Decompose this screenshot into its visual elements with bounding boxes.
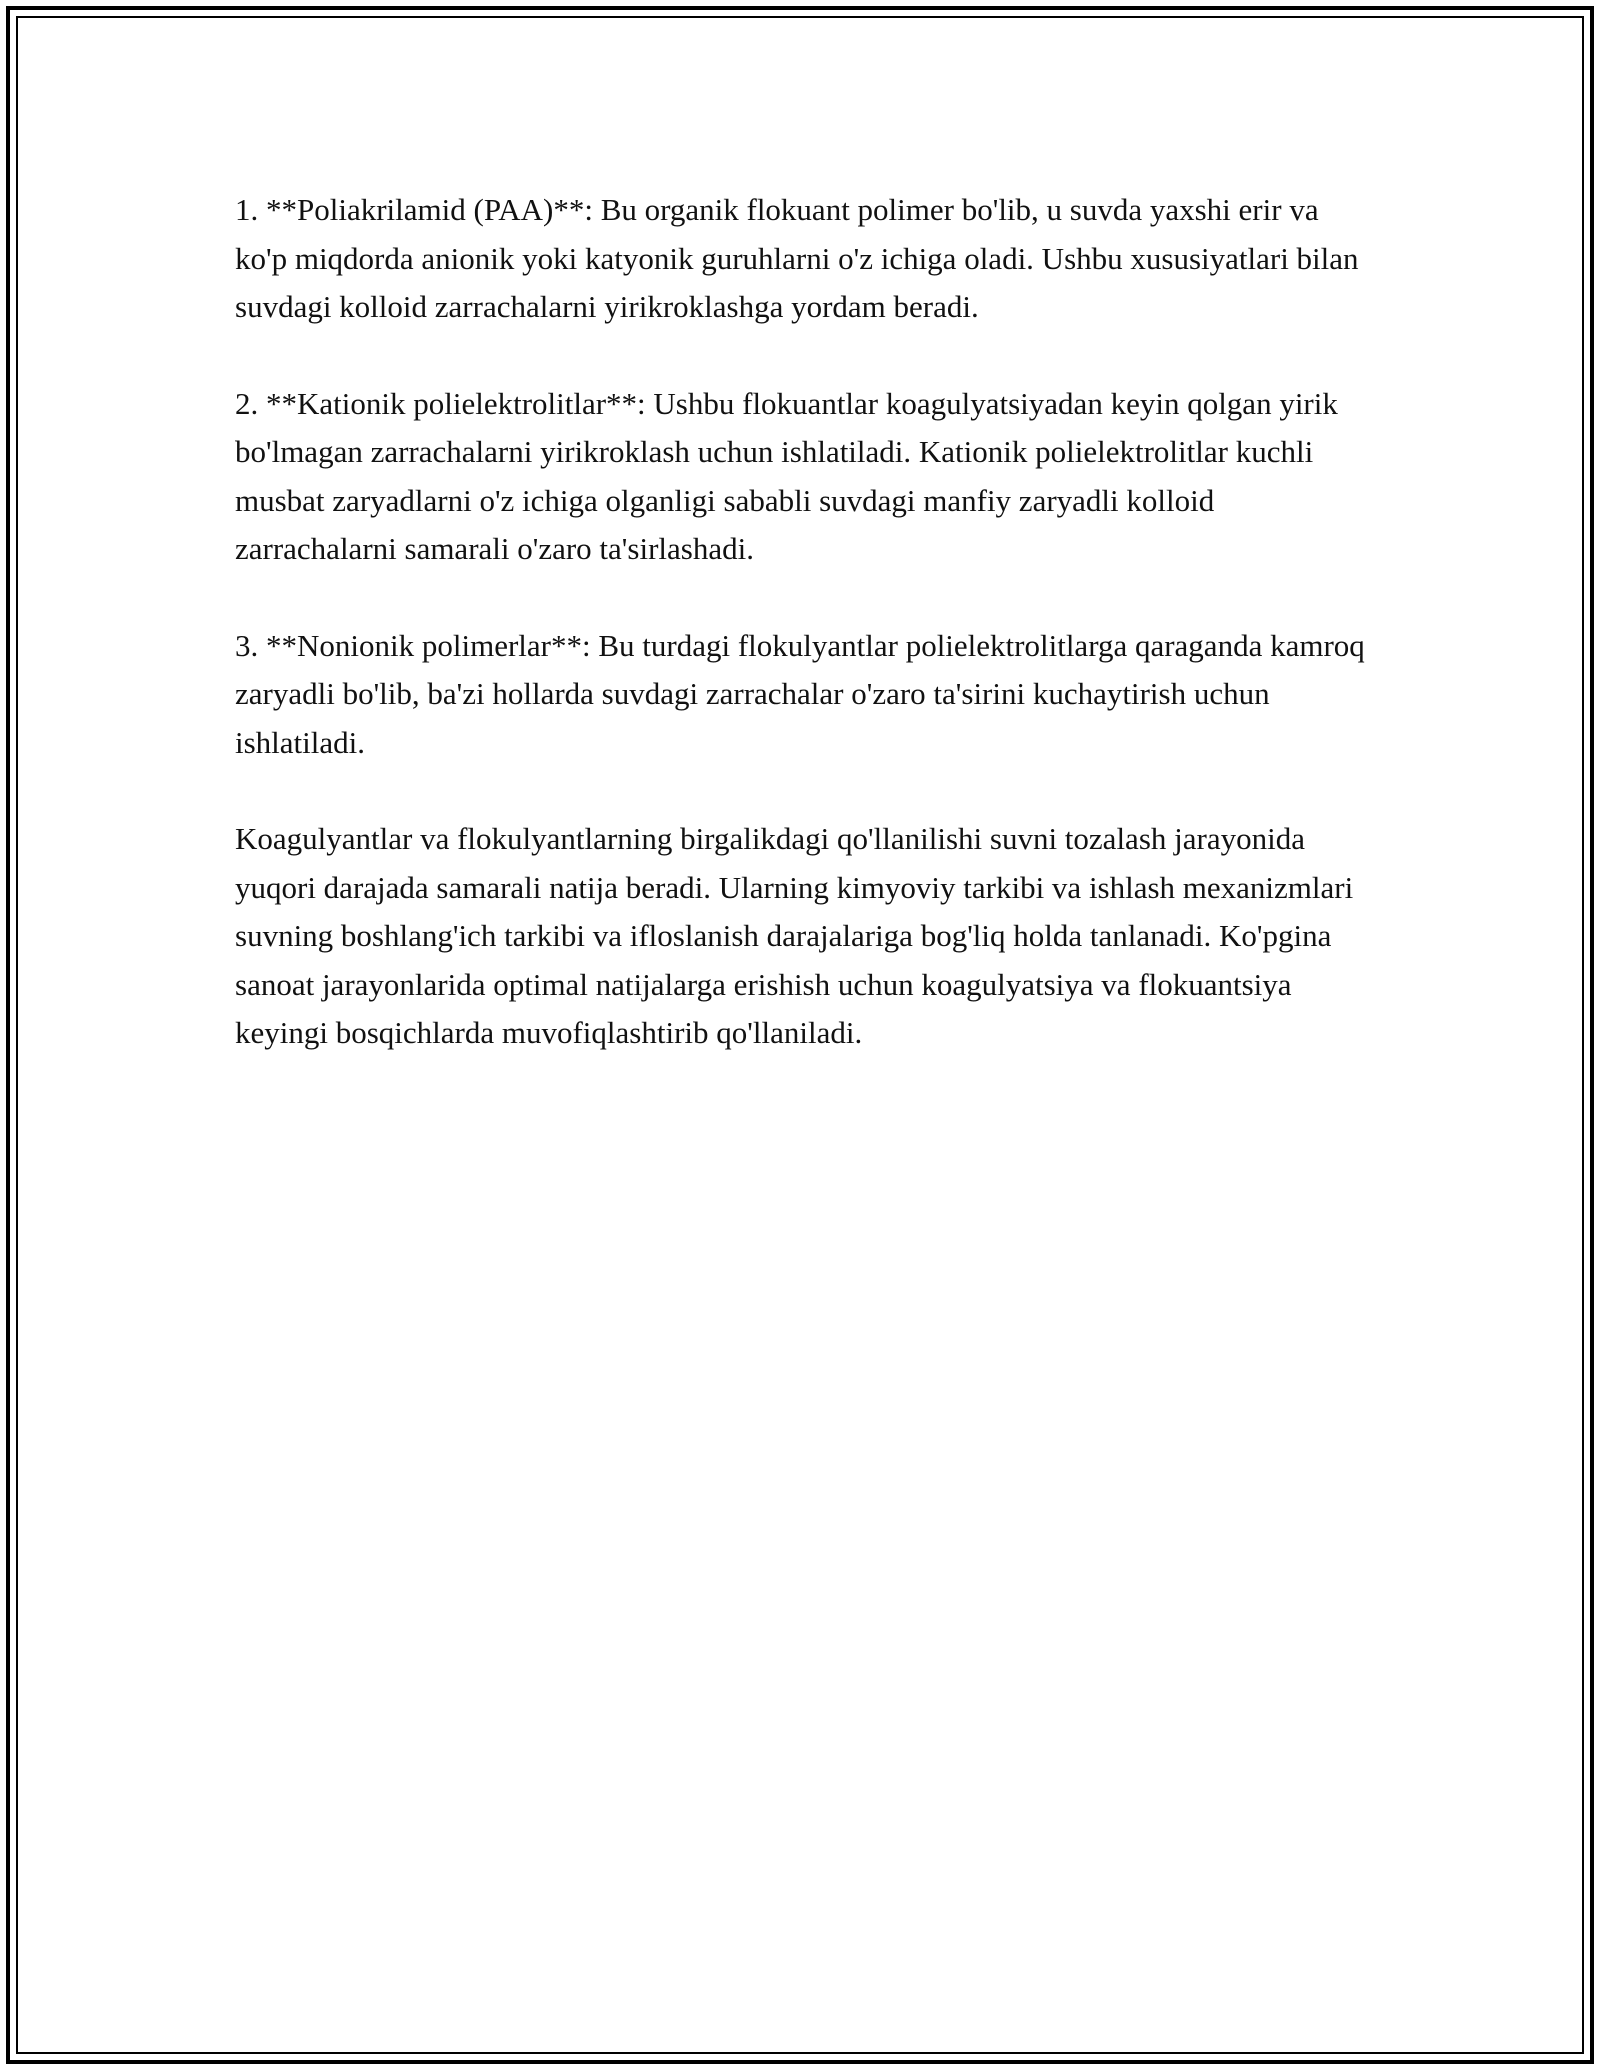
paragraph-nonionic-polymers: 3. **Nonionik polimerlar**: Bu turdagi flokulyantlar polielektrolitlarga qaraganda kamroq zaryadli bo'lib, ba'zi hollarda suvdagi zarrachalar o'zaro ta'sirini kuchaytirish uchun ishlatiladi.	[235, 627, 1365, 760]
document-body	[235, 186, 1370, 1106]
paragraph-polyacrylamide: 1. **Poliakrilamid (PAA)**: Bu organik flokuant polimer bo'lib, u suvda yaxshi erir va ko'p miqdorda anionik yoki katyonik guruhlarni o'z ichiga oladi. Ushbu xususiyatlari bilan suvdagi kolloid zarrachalarni yirikroklashga yordam beradi.	[235, 192, 1359, 324]
paragraph-cationic-polyelectrolytes: 2. **Kationik polielektrolitlar**: Ushbu flokuantlar koagulyatsiyadan keyin qolgan yirik bo'lmagan zarrachalarni yirikroklash uchun ishlatiladi. Kationik polielektrolitlar kuchli musbat zaryadlarni o'z ichiga olganligi sababli suvdagi manfiy zaryadli kolloid zarrachalarni samarali o'zaro ta'sirlashadi.	[235, 385, 1338, 566]
paragraph-conclusion: Koagulyantlar va flokulyantlarning birgalikdagi qo'llanilishi suvni tozalash jarayonida yuqori darajada samarali natija beradi. Ularning kimyoviy tarkibi va ishlash mexanizmlari suvning boshlang'ich tarkibi va ifloslanish darajalariga bog'liq holda tanlanadi. Ko'pgina sanoat jarayonlarida optimal natijalarga erishish uchun koagulyatsiya va flokuantsiya keyingi bosqichlarda muvofiqlashtirib qo'llaniladi.	[235, 821, 1354, 1050]
